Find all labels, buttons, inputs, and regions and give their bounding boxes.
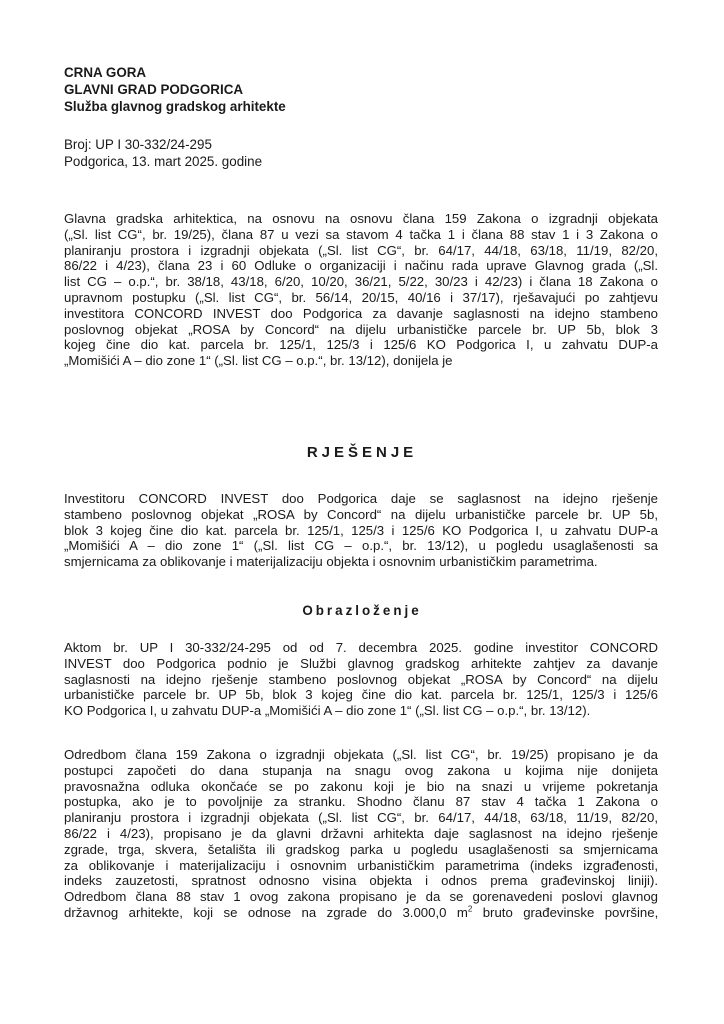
text-line: upravnom postupku („Sl. list CG“, br. 56/14, 20/15, 40/16 i 37/17), rješavajući po zahtjevu	[64, 289, 658, 305]
text-line: planiranju prostora i izgradnji objekata („Sl. list CG“, br. 64/17, 44/18, 63/18, 11/19, 82/20,	[64, 810, 658, 826]
text-line: Aktom br. UP I 30-332/24-295 od od 7. decembra 2025. godine investitor CONCORD	[64, 640, 658, 655]
text-line: Odredbom člana 159 Zakona o izgradnji objekata („Sl. list CG“, br. 19/25) propisano je da	[64, 747, 658, 762]
text-line: blok 3 kojeg čine dio kat. parcela br. 125/1, 125/3 i 125/6 KO Podgorica I, u zahvatu DUP-a	[64, 522, 658, 538]
text-line: postupka, ako je to povoljnije za stranku. Shodno članu 87 stav 4 tačka 1 Zakona o	[64, 794, 658, 810]
text-line: Investitoru CONCORD INVEST doo Podgorica daje se saglasnost na idejno rješenje	[64, 491, 658, 506]
text-line: Odredbom člana 88 stav 1 ovog zakona propisano je da se gorenavedeni poslovi glavnog	[64, 889, 658, 905]
reasoning-title: Obrazloženje	[302, 603, 422, 618]
text-line: pravosnažna odluka okončaće se po zakonu koji je bio na snazi u vrijeme pokretanja	[64, 778, 658, 794]
text-fragment: državnog arhitekte, koji se odnose na zgrade do 3.000,0 m	[64, 904, 468, 920]
document-place-date: Podgorica, 13. mart 2025. godine	[64, 154, 263, 169]
header-city: GLAVNI GRAD PODGORICA	[64, 82, 244, 97]
header-office: Služba glavnog gradskog arhitekte	[64, 99, 286, 114]
text-line: saglasnosti na idejno rješenje stambeno poslovnog objekat „ROSA by Concord“ na dijelu	[64, 671, 658, 687]
text-line: poslovnog objekat „ROSA by Concord“ na dijelu urbanističke parcele br. UP 5b, blok 3	[64, 321, 658, 337]
document-number: Broj: UP I 30-332/24-295	[64, 137, 212, 152]
text-line: smjernicama za oblikovanje i materijalizaciju objekta i osnovnim urbanističkim parametrima.	[64, 554, 598, 570]
text-line: planiranju prostora i izgradnji objekata („Sl. list CG“, br. 64/17, 44/18, 63/18, 11/19, 82/20,	[64, 242, 658, 258]
text-line: „Momišići A – dio zone 1“ („Sl. list CG – o.p.“, br. 13/12), donijela je	[64, 353, 453, 369]
text-line: INVEST doo Podgorica podnio je Službi glavnog gradskog arhitekte zahtjev za davanje	[64, 655, 658, 671]
text-fragment: bruto građevinske površine,	[472, 904, 659, 920]
reasoning-paragraph-1	[64, 640, 658, 719]
text-line: investitora CONCORD INVEST doo Podgorica za davanje saglasnosti na idejno stambeno	[64, 305, 658, 321]
text-line: 86/22 i 4/23), propisano je da glavni državni arhitekta daje saglasnost na idejno rješenje	[64, 825, 658, 841]
text-line: stambeno poslovnog objekat „ROSA by Concord“ na dijelu urbanističke parcele br. UP 5b,	[64, 506, 658, 522]
text-line: („Sl. list CG“, br. 19/25), člana 87 u vezi sa stavom 4 tačka 1 i člana 88 stav 1 i 3 Zakona o	[64, 226, 658, 242]
preamble-paragraph	[64, 211, 658, 369]
text-line: 86/22 i 4/23), člana 23 i 60 Odluke o organizaciji i načinu rada uprave Glavnog grada („Sl.	[64, 258, 658, 274]
text-line: Glavna gradska arhitektica, na osnovu na osnovu člana 159 Zakona o izgradnji objekata	[64, 211, 658, 226]
header-country: CRNA GORA	[64, 65, 147, 80]
text-line: za oblikovanje i materijalizaciju i osnovnim urbanističkim parametrima (indeks izgrađenosti,	[64, 857, 658, 873]
superscript: 2	[467, 904, 473, 914]
text-line: postupci započeti do dana stupanja na snagu ovog zakona u kojima nije donijeta	[64, 762, 658, 778]
text-line: urbanističke parcele br. UP 5b, blok 3 kojeg čine dio kat. parcela br. 125/1, 125/3 i 125/6	[64, 687, 658, 703]
text-line: „Momišići A – dio zone 1“ („Sl. list CG – o.p.“, br. 13/12), u pogledu usaglašenosti sa	[64, 538, 658, 554]
decision-paragraph	[64, 491, 658, 570]
text-line: KO Podgorica I, u zahvatu DUP-a „Momišići A – dio zone 1“ („Sl. list CG – o.p.“, br. 13/12).	[64, 703, 591, 719]
text-line: indeks zauzetosti, spratnost odnosno visina objekta i odnos prema građevinskoj liniji).	[64, 873, 658, 889]
text-line	[64, 905, 658, 921]
reasoning-paragraph-2	[64, 747, 658, 921]
text-line: kojeg čine dio kat. parcela br. 125/1, 125/3 i 125/6 KO Podgorica I, u zahvatu DUP-a	[64, 337, 658, 353]
decision-title: RJEŠENJE	[306, 444, 418, 461]
text-line: zgrade, trga, skvera, šetališta ili gradskog parka u pogledu usaglašenosti sa smjernicama	[64, 841, 658, 857]
text-line: list CG – o.p.“, br. 38/18, 43/18, 6/20, 10/20, 36/21, 5/22, 30/23 i 42/23) i člana 18 Zakona o	[64, 274, 658, 290]
